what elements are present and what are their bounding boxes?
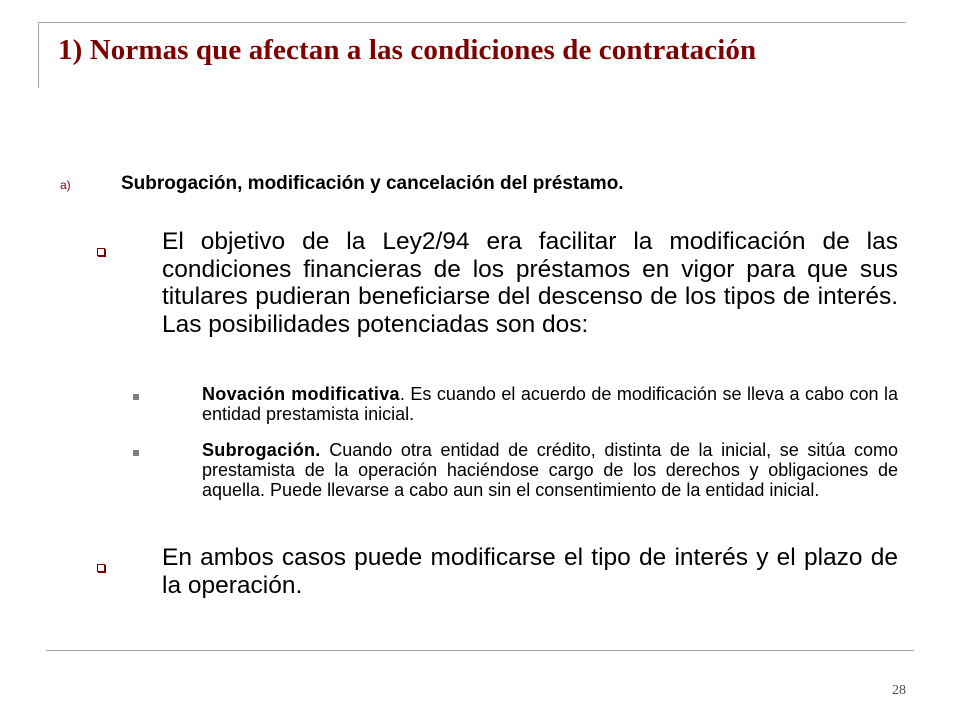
sub-bullet-description: Cuando otra entidad de crédito, distinta de la inicial, se sitúa como prestamista de la operación haciéndose cargo de los derechos y obligaciones de aquella. Puede llevarse a cabo aun sin el consentimiento de la entidad inicial. — [202, 440, 898, 500]
sub-bullet-icon — [133, 450, 139, 456]
bullet-text-conclusion: En ambos casos puede modificarse el tipo de interés y el plazo de la operación. — [162, 544, 898, 599]
left-rule — [38, 22, 39, 88]
section-heading: Subrogación, modificación y cancelación del préstamo. — [121, 173, 624, 194]
sub-bullet-novacion — [202, 384, 898, 424]
slide-title: 1) Normas que afectan a las condiciones de contratación — [58, 34, 757, 66]
section-marker: a) — [60, 178, 71, 192]
bullet-text-objective: El objetivo de la Ley2/94 era facilitar la modificación de las condiciones financieras de los préstamos en vigor para que sus titulares pudieran beneficiarse del descenso de los tipos de interés. Las posibilidades potenciadas son dos: — [162, 228, 898, 338]
top-rule — [38, 22, 906, 23]
sub-bullet-subrogacion — [202, 440, 898, 500]
bottom-rule — [46, 650, 914, 651]
square-bullet-icon — [97, 248, 105, 256]
sub-bullet-term: Novación modificativa — [202, 384, 400, 404]
sub-bullet-icon — [133, 394, 139, 400]
page-number: 28 — [892, 683, 906, 698]
sub-bullet-description: . Es cuando el acuerdo de modificación se lleva a cabo con la entidad prestamista inicial. — [202, 384, 898, 424]
sub-bullet-term: Subrogación. — [202, 440, 321, 460]
square-bullet-icon — [97, 564, 105, 572]
